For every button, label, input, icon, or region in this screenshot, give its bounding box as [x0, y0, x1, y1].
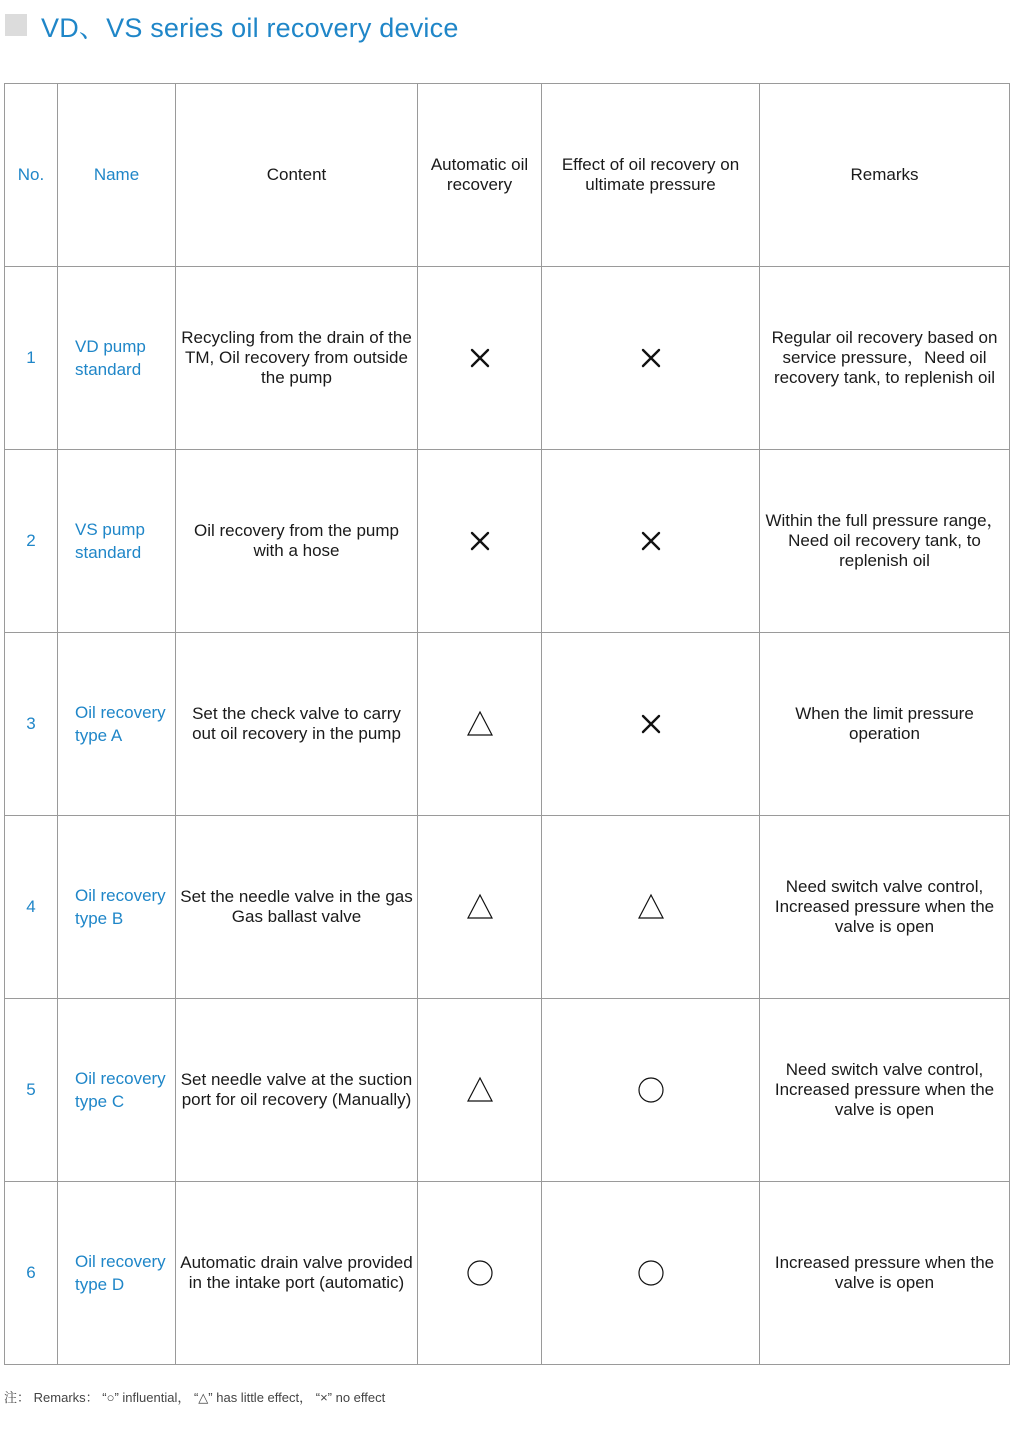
row-no: 6	[5, 1182, 58, 1365]
legend-note	[4, 1387, 385, 1406]
cross-icon	[465, 526, 495, 556]
cross-icon	[636, 709, 666, 739]
table-row	[5, 1182, 1010, 1365]
note-label: Remarks：	[33, 1390, 99, 1405]
row-name: VD pump standard	[58, 267, 176, 450]
row-content: Oil recovery from the pump with a hose	[176, 450, 418, 633]
header-content: Content	[176, 84, 418, 267]
row-remarks: When the limit pressure operation	[760, 633, 1010, 816]
row-name: VS pump standard	[58, 450, 176, 633]
table-row	[5, 267, 1010, 450]
row-name: Oil recovery type C	[58, 999, 176, 1182]
row-no: 4	[5, 816, 58, 999]
row-remarks: Increased pressure when the valve is open	[760, 1182, 1010, 1365]
row-effect	[542, 1182, 760, 1365]
title-bar	[5, 8, 459, 42]
row-name: Oil recovery type B	[58, 816, 176, 999]
note-prefix: 注：	[4, 1390, 31, 1405]
row-name: Oil recovery type D	[58, 1182, 176, 1365]
row-auto	[418, 633, 542, 816]
header-remarks: Remarks	[760, 84, 1010, 267]
header-name: Name	[58, 84, 176, 267]
oil-recovery-table	[4, 83, 1010, 1365]
row-remarks: Need switch valve control, Increased pressure when the valve is open	[760, 999, 1010, 1182]
row-content: Automatic drain valve provided in the intake port (automatic)	[176, 1182, 418, 1365]
row-auto	[418, 267, 542, 450]
row-effect	[542, 816, 760, 999]
row-auto	[418, 816, 542, 999]
table-row	[5, 633, 1010, 816]
circle-icon	[636, 1075, 666, 1105]
row-remarks: Regular oil recovery based on service pressure，Need oil recovery tank, to replenish oil	[760, 267, 1010, 450]
row-no: 3	[5, 633, 58, 816]
row-content: Recycling from the drain of the TM, Oil recovery from outside the pump	[176, 267, 418, 450]
note-triangle: “△” has little effect，	[193, 1390, 313, 1405]
row-auto	[418, 450, 542, 633]
row-no: 2	[5, 450, 58, 633]
row-name: Oil recovery type A	[58, 633, 176, 816]
row-effect	[542, 633, 760, 816]
circle-icon	[636, 1258, 666, 1288]
note-cross: “×” no effect	[315, 1390, 386, 1405]
row-effect	[542, 267, 760, 450]
note-circle: “○” influential，	[102, 1390, 191, 1405]
triangle-icon	[465, 709, 495, 739]
header-no: No.	[5, 84, 58, 267]
circle-icon	[465, 1258, 495, 1288]
row-remarks: Within the full pressure range，Need oil recovery tank, to replenish oil	[760, 450, 1010, 633]
page-title: VD、VS series oil recovery device	[41, 12, 459, 43]
triangle-icon	[465, 1075, 495, 1105]
row-content: Set needle valve at the suction port for oil recovery (Manually)	[176, 999, 418, 1182]
row-effect	[542, 450, 760, 633]
table-row	[5, 450, 1010, 633]
row-auto	[418, 999, 542, 1182]
cross-icon	[636, 526, 666, 556]
header-auto: Automatic oil recovery	[418, 84, 542, 267]
row-remarks: Need switch valve control, Increased pressure when the valve is open	[760, 816, 1010, 999]
row-content: Set the check valve to carry out oil recovery in the pump	[176, 633, 418, 816]
triangle-icon	[636, 892, 666, 922]
triangle-icon	[465, 892, 495, 922]
table-row	[5, 816, 1010, 999]
row-no: 5	[5, 999, 58, 1182]
row-content: Set the needle valve in the gas Gas ballast valve	[176, 816, 418, 999]
cross-icon	[636, 343, 666, 373]
cross-icon	[465, 343, 495, 373]
table-row	[5, 999, 1010, 1182]
row-no: 1	[5, 267, 58, 450]
header-effect: Effect of oil recovery on ultimate pressure	[542, 84, 760, 267]
row-auto	[418, 1182, 542, 1365]
title-square-icon	[5, 14, 27, 36]
row-effect	[542, 999, 760, 1182]
table-header-row	[5, 84, 1010, 267]
